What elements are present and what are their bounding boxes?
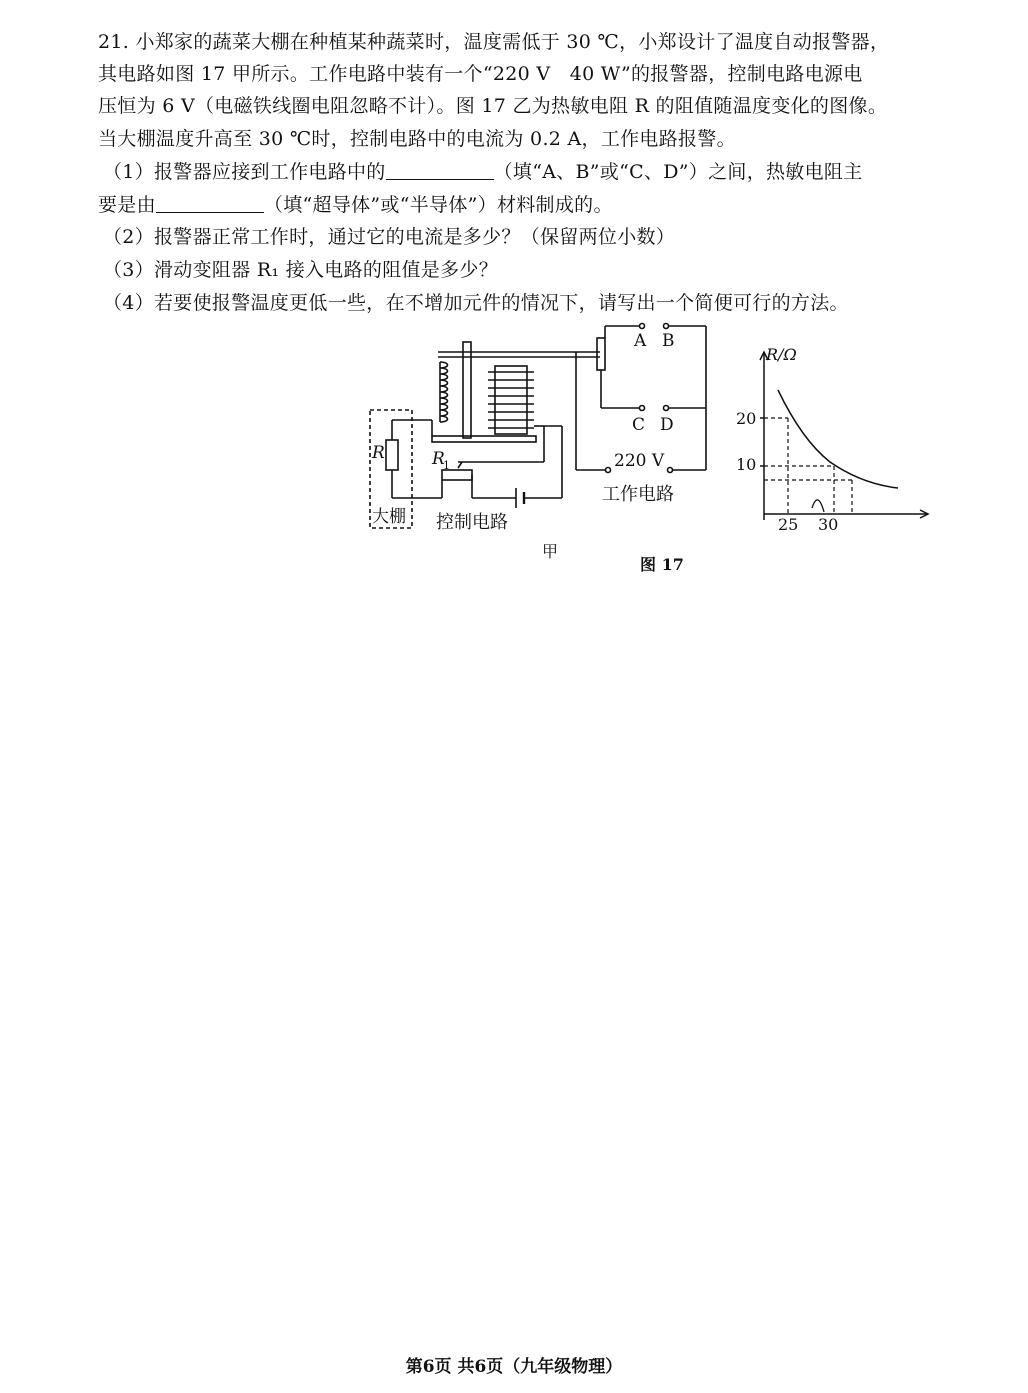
label-b: B <box>662 331 675 351</box>
source-terminal-left <box>606 468 611 473</box>
q1-text-c: 要是由 <box>98 194 156 216</box>
question-line-2: 其电路如图 17 甲所示。工作电路中装有一个“220 V 40 W”的报警器，控制电路电源电 <box>98 63 863 85</box>
label-control-circuit: 控制电路 <box>436 512 508 533</box>
sub-question-4: （4）若要使报警温度更低一些，在不增加元件的情况下，请写出一个简便可行的方法。 <box>103 292 849 314</box>
label-voltage: 220 V <box>614 451 665 471</box>
label-r: R <box>372 443 385 463</box>
label-c: C <box>632 415 646 435</box>
figure-caption: 图 17 <box>640 555 684 574</box>
base-plate <box>432 436 536 442</box>
label-r1-subscript: 1 <box>443 459 450 472</box>
source-terminal-right <box>668 468 673 473</box>
thermistor-graph <box>760 352 928 520</box>
terminal-c <box>640 406 645 411</box>
terminal-d <box>664 406 669 411</box>
q1-text-d: （填“超导体”或“半导体”）材料制成的。 <box>263 194 613 216</box>
sub-question-2: （2）报警器正常工作时，通过它的电流是多少？（保留两位小数） <box>103 226 676 248</box>
question-line-4: 当大棚温度升高至 30 ℃时，控制电路中的电流为 0.2 A，工作电路报警。 <box>98 128 736 150</box>
graph-tick-30: 30 <box>818 515 839 534</box>
label-greenhouse: 大棚 <box>372 507 406 527</box>
terminal-a <box>640 324 645 329</box>
question-line-3: 压恒为 6 V（电磁铁线圈电阻忽略不计）。图 17 乙为热敏电阻 R 的阻值随温度变化的图像。 <box>98 95 888 117</box>
label-r1: R <box>432 449 445 469</box>
terminal-b <box>664 324 669 329</box>
label-sub-a: 甲 <box>542 542 559 561</box>
graph-tick-10: 10 <box>736 455 757 474</box>
sub-question-3: （3）滑动变阻器 R₁ 接入电路的阻值是多少？ <box>103 259 498 281</box>
electromagnet-core <box>495 366 527 434</box>
q1-text-b: （填“A、B”或“C、D”）之间，热敏电阻主 <box>493 161 863 183</box>
figure-17 <box>0 0 1028 600</box>
page-footer: 第6页 共6页（九年级物理） <box>405 1357 623 1377</box>
graph-tick-20: 20 <box>736 409 757 428</box>
label-d: D <box>660 415 674 435</box>
spring <box>440 362 448 422</box>
q1-text-a: （1）报警器应接到工作电路中的 <box>103 161 386 183</box>
graph-tick-25: 25 <box>778 515 799 534</box>
label-a: A <box>634 331 647 351</box>
moving-contact <box>597 338 605 370</box>
question-line-1: 21. 小郑家的蔬菜大棚在种植某种蔬菜时，温度需低于 30 ℃，小郑设计了温度自动报警器， <box>98 31 890 53</box>
thermistor-r <box>386 440 398 470</box>
graph-y-label: R/Ω <box>766 345 797 364</box>
resistance-curve <box>778 390 898 488</box>
label-work-circuit: 工作电路 <box>602 484 674 505</box>
